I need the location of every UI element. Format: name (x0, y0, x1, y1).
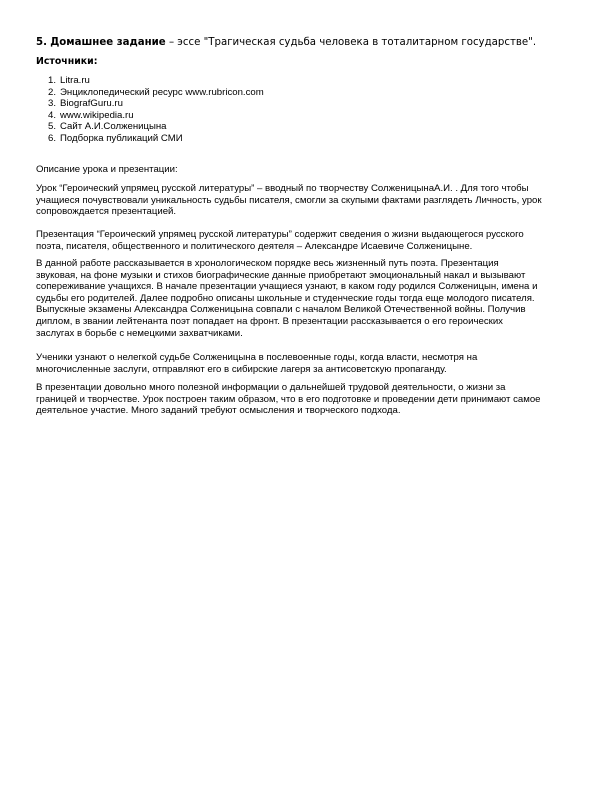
paragraph-line: учащиеся почувствовали уникальность судьбы писателя, смогли за скупыми фактами разглядеть Личность, урок (36, 194, 542, 206)
source-text: www.wikipedia.ru (60, 109, 134, 121)
source-text: BiografGuru.ru (60, 98, 123, 110)
paragraph-line: границей и творчестве. Урок построен таким образом, что в его подготовке и проведении дети принимают самое (36, 393, 541, 405)
description-paragraph (36, 352, 576, 375)
paragraph-line: поэта, писателя, общественного и политического деятеля – Александре Исаевиче Солженицыне. (36, 240, 473, 252)
source-number: 3. (47, 98, 56, 110)
paragraph-line: Урок “Героический упрямец русской литературы” – вводный по творчеству СолженицынаА.И. . Для того чтобы (36, 183, 529, 194)
source-number: 2. (47, 86, 56, 98)
source-text: Сайт А.И.Солженицына (60, 121, 167, 133)
source-number: 6. (47, 132, 56, 144)
paragraph-line: Выпускные экзамены Александра Солженицына совпали с началом Великой Отечественной войны. Получив (36, 304, 526, 316)
paragraph-line: многочисленные заслуги, отправляют его в сибирские лагеря за антисоветскую пропаганду. (36, 363, 447, 375)
source-item (36, 98, 556, 110)
description-paragraph (36, 183, 576, 218)
paragraph-line: звуковая, на фоне музыки и стихов биографические данные приобретают эмоциональный накал и вызывают (36, 269, 526, 281)
source-number: 4. (47, 109, 56, 121)
source-number: 1. (47, 75, 56, 86)
paragraph-line: заслугах в борьбе с немецкими захватчиками. (36, 327, 243, 339)
paragraph-line: деятельное участие. Много заданий требуют осмысления и творческого подхода. (36, 405, 401, 417)
source-item (36, 87, 556, 99)
paragraph-line: Ученики узнают о нелегкой судьбе Солженицына в послевоенные годы, когда власти, несмотря на (36, 352, 478, 363)
homework-line (36, 36, 576, 49)
sources-title: Источники: (36, 56, 98, 67)
homework-label: Домашнее задание (50, 37, 166, 48)
paragraph-line: судьбы его родителей. Далее подробно описаны школьные и студенческие годы тогда еще молодого писателя. (36, 292, 535, 304)
paragraph-line: В презентации довольно много полезной информации о дальнейшей трудовой деятельности, о жизни за (36, 382, 506, 393)
source-item (36, 110, 556, 122)
description-title: Описание урока и презентации: (36, 164, 178, 175)
paragraph-line: В данной работе рассказывается в хронологическом порядке весь жизненный путь поэта. Презентация (36, 258, 499, 269)
paragraph-line: сопереживание учащихся. В начале презентации учащиеся узнают, в каком году родился Солженицын, имена и (36, 281, 538, 293)
description-paragraph (36, 229, 576, 252)
source-item (36, 133, 556, 145)
homework-text: – эссе "Трагическая судьба человека в тоталитарном государстве". (165, 37, 537, 48)
homework-number: 5. (36, 37, 47, 48)
sources-list (36, 75, 556, 145)
paragraph-line: сопровождается презентацией. (36, 206, 177, 218)
paragraph-line: диплом, в звании лейтенанта поэт попадает на фронт. В презентации рассказывается о его героических (36, 315, 503, 327)
source-item (36, 75, 556, 87)
source-text: Подборка публикаций СМИ (60, 132, 183, 144)
source-item (36, 121, 556, 133)
source-text: Litra.ru (60, 75, 90, 86)
description-paragraph (36, 258, 576, 339)
source-text: Энциклопедический ресурс www.rubricon.com (60, 86, 264, 98)
source-number: 5. (47, 121, 56, 133)
paragraph-line: Презентация “Героический упрямец русской литературы” содержит сведения о жизни выдающегося русского (36, 229, 524, 240)
description-paragraph (36, 382, 576, 417)
